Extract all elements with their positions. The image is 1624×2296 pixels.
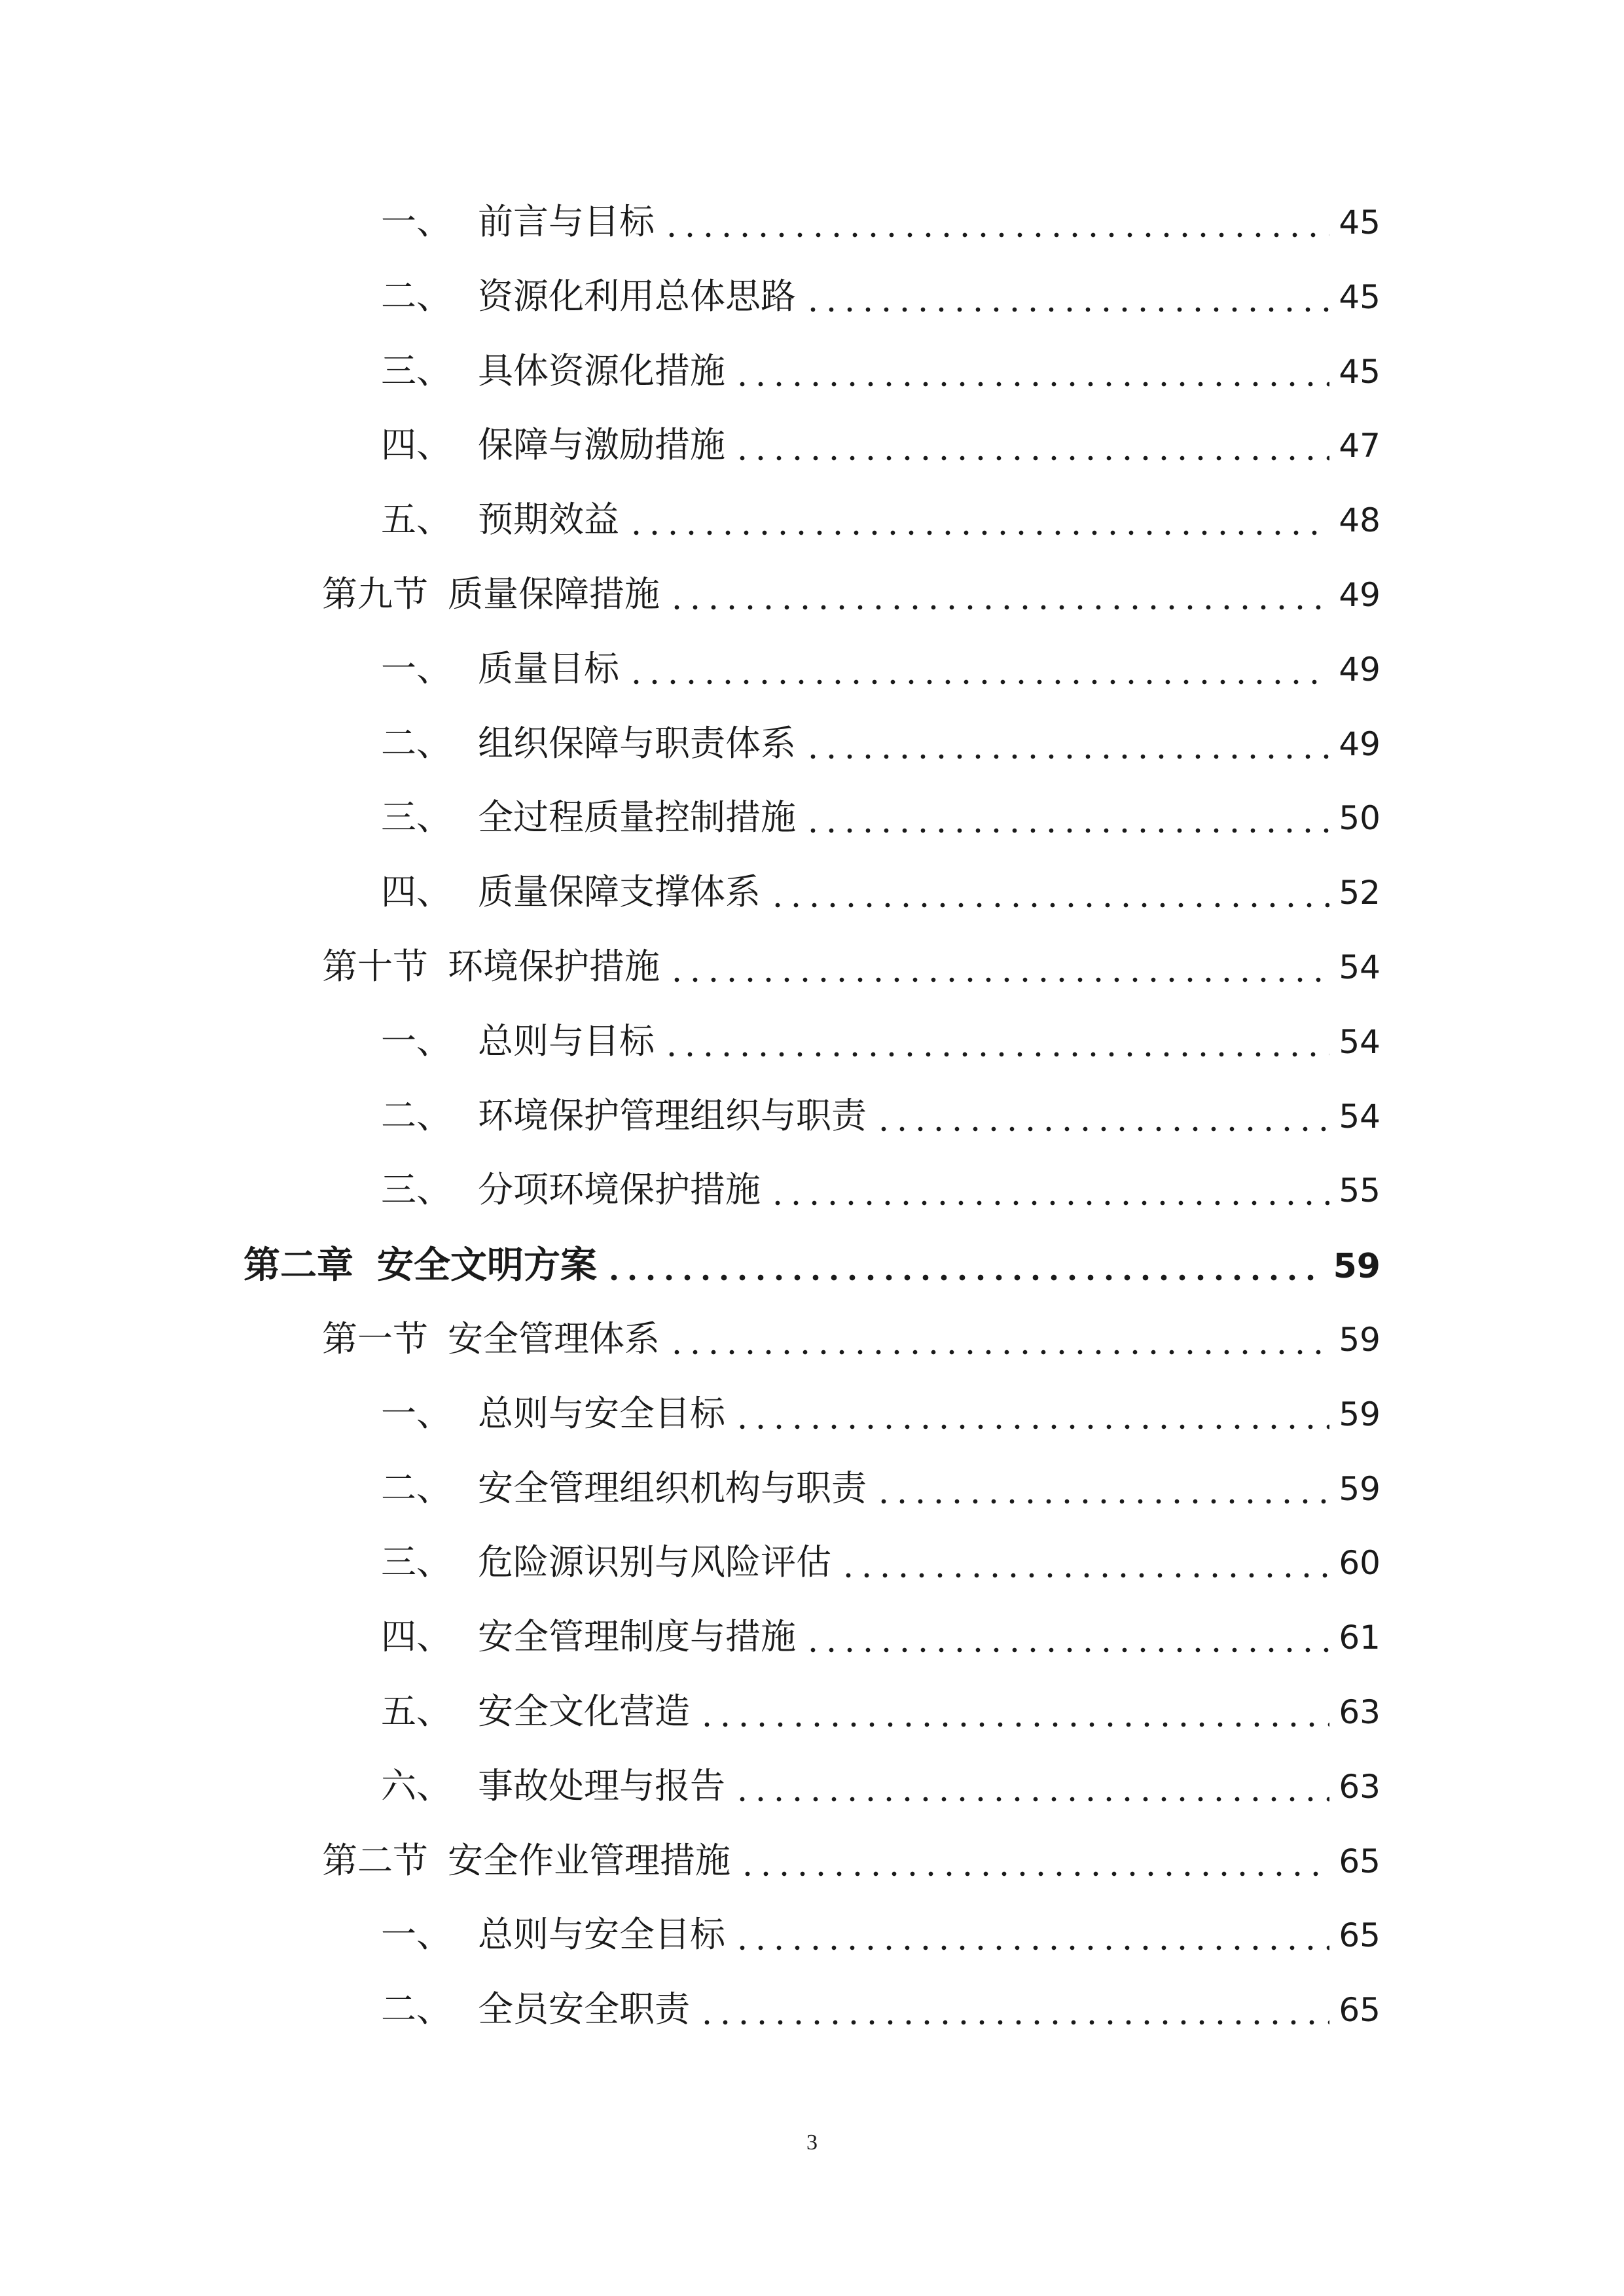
toc-dot-leader xyxy=(875,1125,1329,1133)
toc-entry-title: 预期效益 xyxy=(478,499,619,540)
toc-entry-number: 六、 xyxy=(381,1765,452,1806)
toc-entry-page: 59 xyxy=(1333,1247,1380,1286)
toc-dot-leader xyxy=(733,1944,1329,1952)
toc-entry-number: 第二章 xyxy=(244,1244,353,1287)
toc-dot-leader xyxy=(733,1795,1329,1803)
toc-dot-leader xyxy=(733,454,1329,462)
toc-entry[interactable] xyxy=(381,343,1380,402)
toc-entry-title: 安全管理组织机构与职责 xyxy=(478,1467,867,1509)
toc-entry-page: 47 xyxy=(1339,427,1380,465)
toc-entry[interactable] xyxy=(381,1013,1380,1072)
toc-entry[interactable] xyxy=(381,1386,1380,1444)
toc-entry-page: 54 xyxy=(1339,948,1380,986)
toc-entry-page: 48 xyxy=(1339,501,1380,539)
toc-entry-title: 具体资源化措施 xyxy=(478,350,725,391)
toc-entry-number: 一、 xyxy=(381,648,452,689)
toc-entry-title: 质量保障措施 xyxy=(448,573,660,615)
toc-entry[interactable] xyxy=(381,1907,1380,1965)
toc-dot-leader xyxy=(605,1274,1324,1282)
toc-entry-page: 45 xyxy=(1339,278,1380,316)
toc-entry-page: 54 xyxy=(1339,1098,1380,1136)
toc-entry-title: 全过程质量控制措施 xyxy=(478,797,796,838)
toc-entry-number: 二、 xyxy=(381,723,452,764)
toc-entry-title: 全员安全职责 xyxy=(478,1988,690,2030)
toc-dot-leader xyxy=(804,1646,1329,1654)
toc-entry-title: 总则与安全目标 xyxy=(478,1914,725,1955)
toc-entry[interactable] xyxy=(381,1460,1380,1519)
toc-entry-title: 分项环境保护措施 xyxy=(478,1169,761,1210)
toc-dot-leader xyxy=(698,2018,1329,2026)
toc-entry-number: 第十节 xyxy=(322,946,428,987)
toc-dot-leader xyxy=(768,1199,1329,1207)
toc-entry[interactable] xyxy=(381,417,1380,476)
toc-dot-leader xyxy=(768,901,1329,909)
toc-entry-title: 环境保护管理组织与职责 xyxy=(478,1095,867,1136)
toc-entry-page: 60 xyxy=(1339,1544,1380,1582)
toc-entry[interactable] xyxy=(322,939,1380,997)
toc-entry[interactable] xyxy=(381,1162,1380,1221)
toc-entry-number: 一、 xyxy=(381,1914,452,1955)
toc-entry-title: 安全文明方案 xyxy=(377,1244,597,1287)
toc-dot-leader xyxy=(668,976,1329,984)
toc-entry-title: 质量目标 xyxy=(478,648,619,689)
toc-entry[interactable] xyxy=(381,641,1380,700)
toc-entry-number: 三、 xyxy=(381,1169,452,1210)
toc-entry-number: 二、 xyxy=(381,276,452,317)
toc-entry-page: 65 xyxy=(1339,1842,1380,1880)
toc-entry[interactable] xyxy=(381,715,1380,774)
toc-dot-leader xyxy=(733,380,1329,388)
toc-entry-number: 四、 xyxy=(381,424,452,465)
toc-entry[interactable] xyxy=(322,1311,1380,1370)
toc-dot-leader xyxy=(668,603,1329,611)
toc-entry-page: 59 xyxy=(1339,1395,1380,1433)
toc-entry-title: 资源化利用总体思路 xyxy=(478,276,796,317)
toc-entry-page: 65 xyxy=(1339,1916,1380,1954)
toc-entry-page: 55 xyxy=(1339,1172,1380,1210)
toc-entry-title: 安全作业管理措施 xyxy=(448,1840,731,1881)
toc-entry-page: 59 xyxy=(1339,1321,1380,1359)
toc-dot-leader xyxy=(738,1870,1329,1878)
toc-entry-number: 第一节 xyxy=(322,1318,428,1359)
toc-entry-number: 五、 xyxy=(381,1691,452,1732)
toc-entry-number: 一、 xyxy=(381,1393,452,1434)
toc-entry[interactable] xyxy=(322,566,1380,625)
toc-entry-title: 安全文化营造 xyxy=(478,1691,690,1732)
toc-entry-number: 三、 xyxy=(381,1541,452,1583)
toc-dot-leader xyxy=(698,1721,1329,1729)
toc-entry-page: 52 xyxy=(1339,874,1380,912)
toc-entry[interactable] xyxy=(381,789,1380,848)
toc-entry-number: 四、 xyxy=(381,871,452,912)
toc-entry-title: 安全管理体系 xyxy=(448,1318,660,1359)
toc-entry-page: 61 xyxy=(1339,1619,1380,1657)
toc-entry-title: 事故处理与报告 xyxy=(478,1765,725,1806)
toc-entry-title: 保障与激励措施 xyxy=(478,424,725,465)
toc-entry-title: 总则与安全目标 xyxy=(478,1393,725,1434)
toc-entry[interactable] xyxy=(322,1833,1380,1892)
toc-entry-number: 二、 xyxy=(381,1988,452,2030)
toc-entry-page: 45 xyxy=(1339,353,1380,391)
toc-dot-leader xyxy=(839,1571,1329,1579)
toc-dot-leader xyxy=(804,827,1329,834)
toc-entry-title: 前言与目标 xyxy=(478,201,655,242)
toc-entry-number: 三、 xyxy=(381,350,452,391)
toc-dot-leader xyxy=(804,753,1329,761)
toc-entry[interactable] xyxy=(381,1981,1380,2040)
toc-entry-page: 65 xyxy=(1339,1991,1380,2029)
toc-entry[interactable] xyxy=(244,1236,1380,1295)
toc-entry-title: 总则与目标 xyxy=(478,1020,655,1062)
toc-entry-number: 一、 xyxy=(381,201,452,242)
toc-entry[interactable] xyxy=(381,1683,1380,1742)
toc-entry-number: 四、 xyxy=(381,1616,452,1657)
toc-dot-leader xyxy=(668,1348,1329,1356)
toc-entry[interactable] xyxy=(381,864,1380,923)
toc-dot-leader xyxy=(627,529,1329,537)
toc-entry-page: 49 xyxy=(1339,651,1380,689)
toc-entry-title: 安全管理制度与措施 xyxy=(478,1616,796,1657)
toc-entry-page: 50 xyxy=(1339,799,1380,837)
toc-entry-page: 59 xyxy=(1339,1470,1380,1508)
toc-entry-page: 49 xyxy=(1339,576,1380,614)
toc-dot-leader xyxy=(875,1498,1329,1505)
toc-entry[interactable] xyxy=(381,1758,1380,1817)
toc-entry-number: 第九节 xyxy=(322,573,428,615)
toc-entry-title: 危险源识别与风险评估 xyxy=(478,1541,831,1583)
toc-entry-page: 45 xyxy=(1339,204,1380,242)
toc-entry-title: 环境保护措施 xyxy=(448,946,660,987)
toc-entry-number: 二、 xyxy=(381,1467,452,1509)
toc-entry-title: 组织保障与职责体系 xyxy=(478,723,796,764)
toc-dot-leader xyxy=(662,231,1329,239)
toc-entry-number: 五、 xyxy=(381,499,452,540)
toc-dot-leader xyxy=(733,1423,1329,1431)
toc-entry-page: 49 xyxy=(1339,725,1380,763)
toc-entry-page: 63 xyxy=(1339,1693,1380,1731)
toc-entry-title: 质量保障支撑体系 xyxy=(478,871,761,912)
toc-entry[interactable] xyxy=(381,492,1380,550)
toc-entry-number: 三、 xyxy=(381,797,452,838)
toc-dot-leader xyxy=(804,306,1329,314)
toc-dot-leader xyxy=(627,678,1329,686)
toc-entry[interactable] xyxy=(381,194,1380,253)
toc-entry[interactable] xyxy=(381,1609,1380,1668)
page-number: 3 xyxy=(806,2130,818,2155)
toc-entry-page: 54 xyxy=(1339,1023,1380,1061)
toc-entry[interactable] xyxy=(381,1534,1380,1593)
toc-entry-number: 第二节 xyxy=(322,1840,428,1881)
toc-dot-leader xyxy=(662,1050,1329,1058)
toc-entry[interactable] xyxy=(381,1088,1380,1147)
toc-entry-number: 二、 xyxy=(381,1095,452,1136)
toc-entry-page: 63 xyxy=(1339,1768,1380,1806)
toc-entry-number: 一、 xyxy=(381,1020,452,1062)
toc-entry[interactable] xyxy=(381,268,1380,327)
